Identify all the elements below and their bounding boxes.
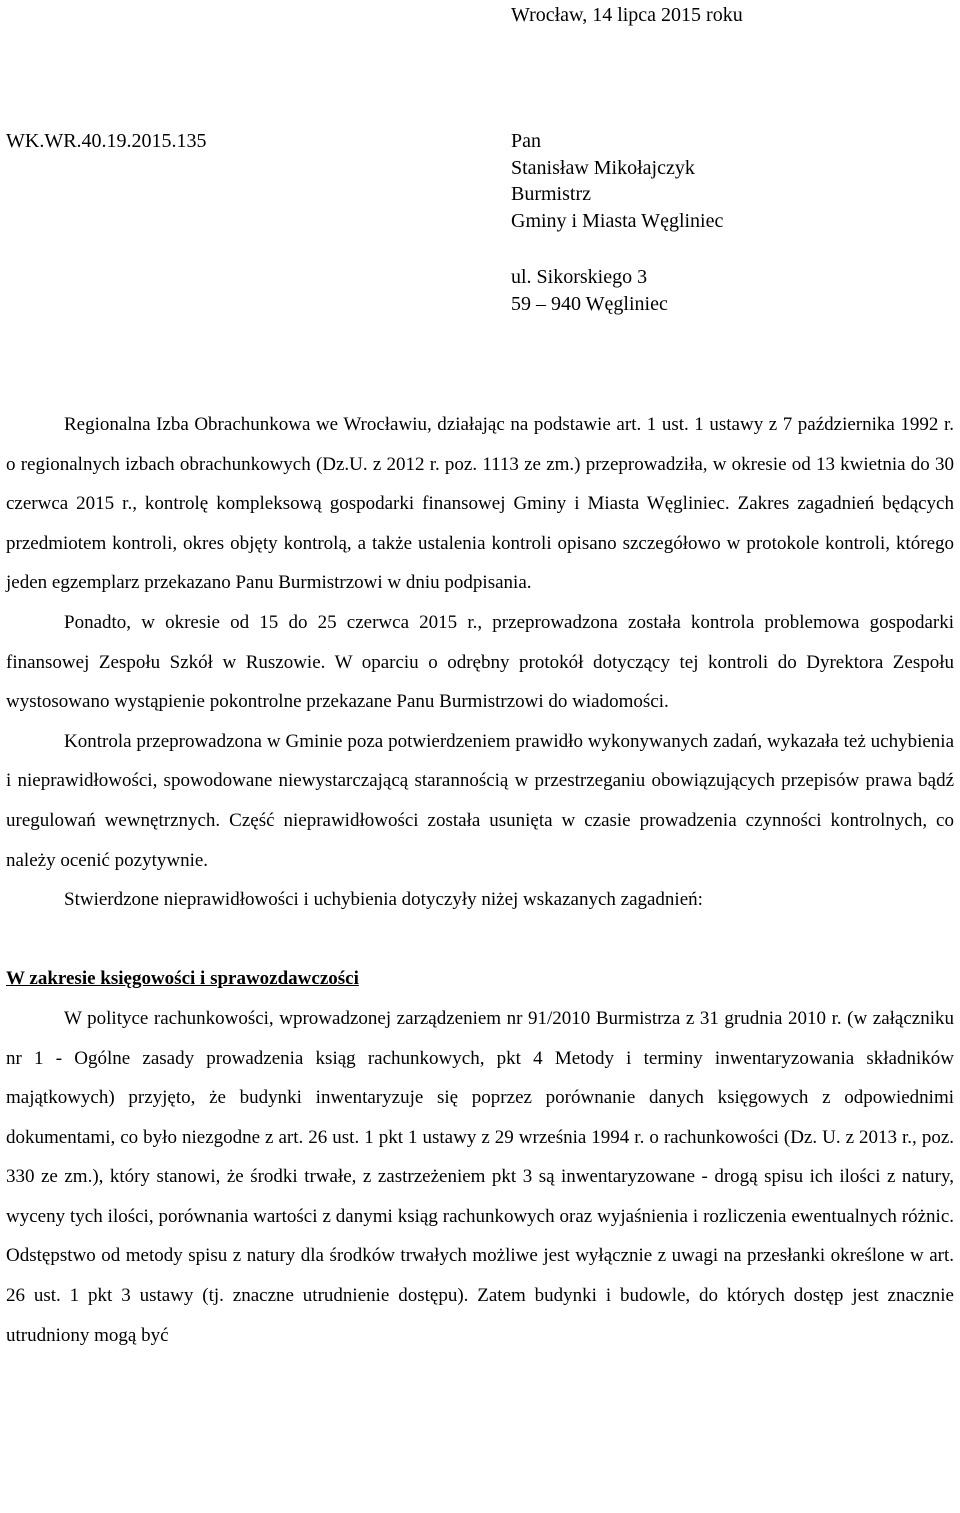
reference-number: WK.WR.40.19.2015.135 bbox=[6, 130, 207, 152]
letter-body bbox=[6, 405, 954, 1355]
address-street: ul. Sikorskiego 3 bbox=[511, 266, 648, 288]
body-paragraph-1: Regionalna Izba Obrachunkowa we Wrocławiu, działając na podstawie art. 1 ust. 1 ustawy z 7 października 1992 r. o regionalnych izbach obrachunkowych (Dz.U. z 2012 r. poz. 1113 ze zm.) przeprowadziła, w okresie od 13 kwietnia do 30 czerwca 2015 r., kontrolę kompleksową gospodarki finansowej Gminy i Miasta Węgliniec. Zakres zagadnień będących przedmiotem kontroli, okres objęty kontrolą, a także ustalenia kontroli opisano szczegółowo w protokole kontroli, którego jeden egzemplarz przekazano Panu Burmistrzowi w dniu podpisania. bbox=[6, 414, 954, 594]
body-paragraph-2: Ponadto, w okresie od 15 do 25 czerwca 2015 r., przeprowadzona została kontrola problemowa gospodarki finansowej Zespołu Szkół w Ruszowie. W oparciu o odrębny protokół dotyczący tej kontroli do Dyrektora Zespołu wystosowano wystąpienie pokontrolne przekazane Panu Burmistrzowi do wiadomości. bbox=[6, 611, 954, 713]
recipient-title: Burmistrz bbox=[511, 183, 591, 205]
section-heading: W zakresie księgowości i sprawozdawczości bbox=[6, 968, 359, 990]
recipient-institution: Gminy i Miasta Węgliniec bbox=[511, 209, 724, 232]
recipient-name: Stanisław Mikołajczyk bbox=[511, 156, 695, 179]
recipient-block bbox=[511, 128, 723, 234]
address-postal-city: 59 – 940 Węgliniec bbox=[511, 293, 668, 315]
place-date: Wrocław, 14 lipca 2015 roku bbox=[511, 4, 743, 26]
recipient-address bbox=[511, 264, 668, 318]
body-paragraph-3: Kontrola przeprowadzona w Gminie poza potwierdzeniem prawidło wykonywanych zadań, wykazała też uchybienia i nieprawidłowości, spowodowane niewystarczającą starannością w przestrzeganiu obowiązujących przepisów prawa bądź uregulowań wewnętrznych. Część nieprawidłowości została usunięta w czasie prowadzenia czynności kontrolnych, co należy ocenić pozytywnie. bbox=[6, 730, 954, 871]
body-paragraph-4: Stwierdzone nieprawidłowości i uchybienia dotyczyły niżej wskazanych zagadnień: bbox=[64, 889, 703, 911]
paragraph-spacer bbox=[6, 920, 954, 960]
section-paragraph-1: W polityce rachunkowości, wprowadzonej zarządzeniem nr 91/2010 Burmistrza z 31 grudnia 2010 r. (w załączniku nr 1 - Ogólne zasady prowadzenia ksiąg rachunkowych, pkt 4 Metody i terminy inwentaryzowania składników majątkowych) przyjęto, że budynki inwentaryzuje się poprzez porównanie danych księgowych z odpowiednimi dokumentami, co było niezgodne z art. 26 ust. 1 pkt 1 ustawy z 29 września 1994 r. o rachunkowości (Dz. U. z 2013 r., poz. 330 ze zm.), który stanowi, że środki trwałe, z zastrzeżeniem pkt 3 są inwentaryzowane - drogą spisu ich ilości z natury, wyceny tych ilości, porównania wartości z danymi ksiąg rachunkowych oraz wyjaśnienia i rozliczenia ewentualnych różnic. Odstępstwo od metody spisu z natury dla środków trwałych możliwe jest wyłącznie z uwagi na przesłanki określone w art. 26 ust. 1 pkt 3 ustawy (tj. znaczne utrudnienie dostępu). Zatem budynki i budowle, do których dostęp jest znacznie utrudniony mogą być bbox=[6, 1007, 954, 1346]
recipient-salutation: Pan bbox=[511, 130, 541, 152]
